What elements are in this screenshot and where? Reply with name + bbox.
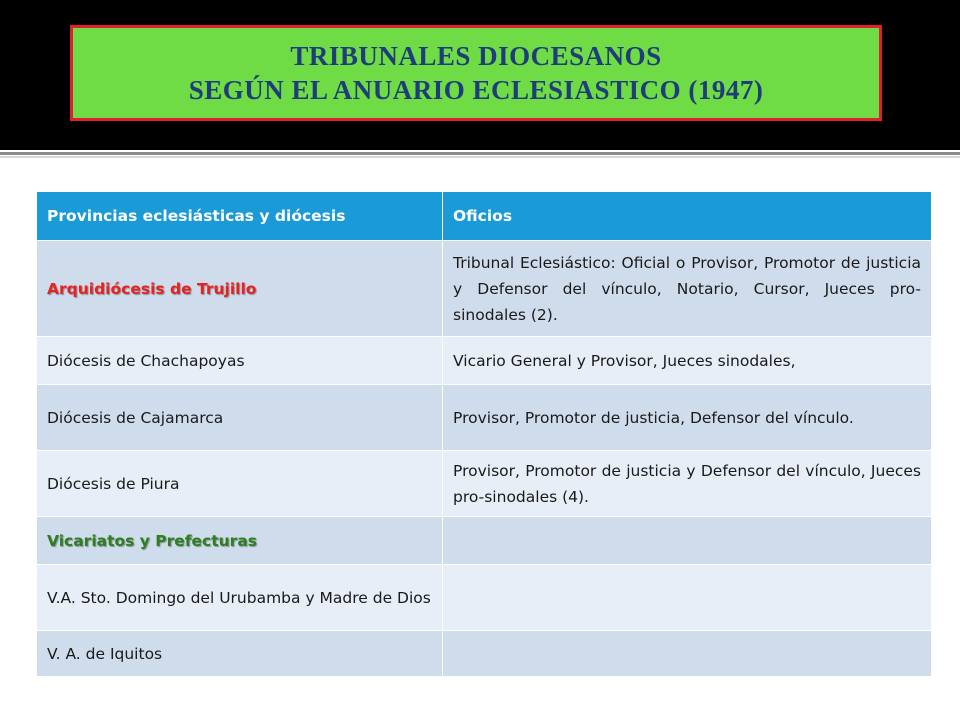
table-row <box>37 517 932 565</box>
tribunals-table <box>36 191 932 677</box>
row-offices-trujillo: Tribunal Eclesiástico: Oficial o Provisor, Promotor de justicia y Defensor del vínculo, Notario, Cursor, Jueces pro-sinodales (2). <box>443 241 932 337</box>
row-offices-urubamba <box>443 565 932 631</box>
table-row <box>37 451 932 517</box>
divider-rule <box>0 152 960 155</box>
divider-rule-light <box>0 156 960 158</box>
column-header-provinces: Provincias eclesiásticas y diócesis <box>37 192 443 241</box>
table-row <box>37 337 932 385</box>
table-row <box>37 631 932 677</box>
row-label-cajamarca: Diócesis de Cajamarca <box>37 385 443 451</box>
row-offices-chachapoyas: Vicario General y Provisor, Jueces sinodales, <box>443 337 932 385</box>
row-label-chachapoyas: Diócesis de Chachapoyas <box>37 337 443 385</box>
title-box <box>70 25 882 121</box>
row-label-piura: Diócesis de Piura <box>37 451 443 517</box>
row-offices-iquitos <box>443 631 932 677</box>
table-row <box>37 565 932 631</box>
column-header-offices: Oficios <box>443 192 932 241</box>
row-label-urubamba: V.A. Sto. Domingo del Urubamba y Madre de Dios <box>37 565 443 631</box>
row-label-vicariates <box>37 517 443 565</box>
vicariates-heading: Vicariatos y Prefecturas <box>47 531 258 550</box>
row-offices-cajamarca: Provisor, Promotor de justicia, Defensor del vínculo. <box>443 385 932 451</box>
title-line-2: SEGÚN EL ANUARIO ECLESIASTICO (1947) <box>188 75 764 105</box>
row-offices-piura: Provisor, Promotor de justicia y Defensor del vínculo, Jueces pro-sinodales (4). <box>443 451 932 517</box>
table-row <box>37 241 932 337</box>
table-row <box>37 385 932 451</box>
row-offices-vicariates <box>443 517 932 565</box>
archdiocese-heading: Arquidiócesis de Trujillo <box>47 279 257 298</box>
row-label-trujillo <box>37 241 443 337</box>
table-header-row <box>37 192 932 241</box>
row-label-iquitos: V. A. de Iquitos <box>37 631 443 677</box>
title-line-1: TRIBUNALES DIOCESANOS <box>290 41 662 71</box>
